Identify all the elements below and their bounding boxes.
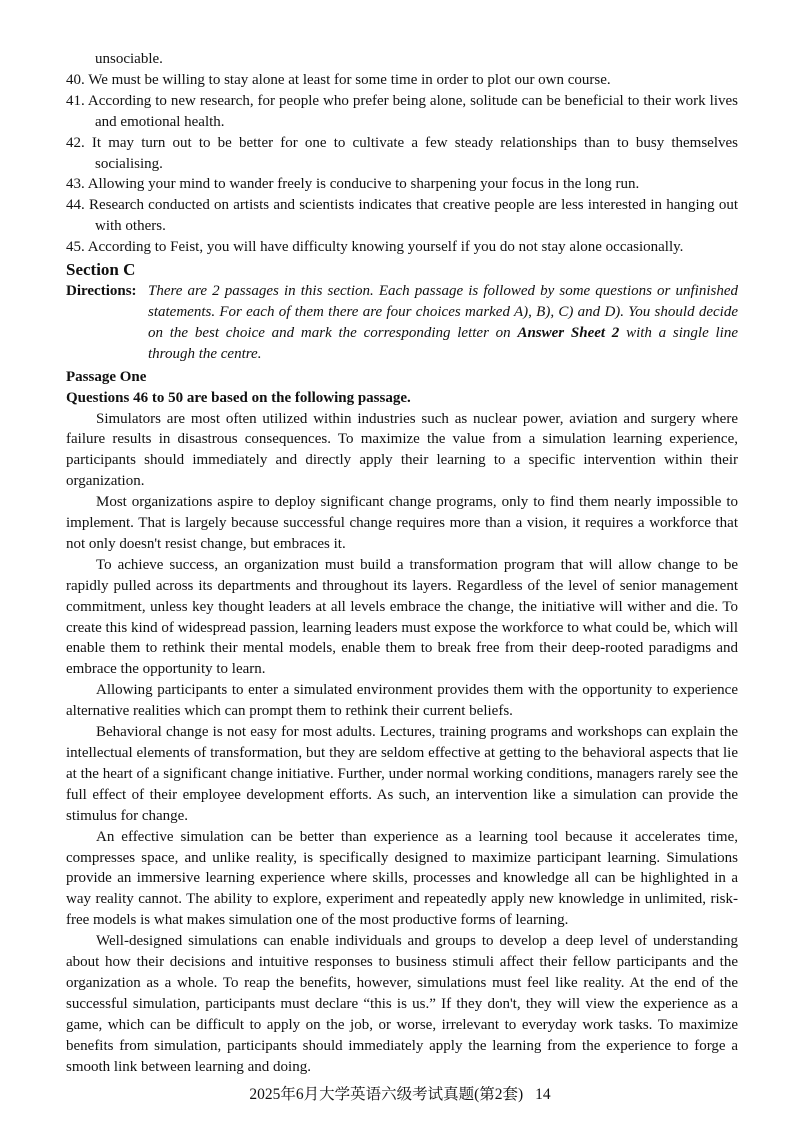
statement-number: 45. <box>66 239 85 256</box>
passage-paragraph: Simulators are most often utilized within industries such as nuclear power, aviation and surgery where failure results in disastrous consequences. To maximize the value from a simulation learning experience, participants should immediately and directly apply their learning to a specific intervention within their organization. <box>66 410 738 490</box>
statement-text: According to new research, for people who prefer being alone, solitude can be beneficial to their work lives and emotional health. <box>87 92 738 130</box>
passage-paragraph: To achieve success, an organization must build a transformation program that will allow change to be rapidly pulled across its departments and throughout its layers. Regardless of the level of senior management commitment, unless key thought leaders at all levels embrace the change, the initiative will wither and die. To create this kind of widespread passion, learning leaders must expose the workforce to what could be, which will enable them to rethink their mental models, enable them to break free from their deep-rooted paradigms and embrace the opportunity to learn. <box>66 556 738 678</box>
statement-45 <box>66 237 738 258</box>
continued-statement: unsociable. <box>95 51 163 67</box>
answer-sheet-label: Answer Sheet 2 <box>517 324 620 341</box>
statement-list <box>66 70 738 258</box>
passage-paragraph: Most organizations aspire to deploy significant change programs, only to find them nearly impossible to implement. That is largely because successful change requires more than a vision, it requires a workforce that not only doesn't resist change, but embraces it. <box>66 494 738 552</box>
page-number: 14 <box>535 1086 551 1103</box>
statement-43 <box>66 174 738 195</box>
statement-number: 40. <box>66 71 85 88</box>
section-title: Section C <box>66 260 136 280</box>
statement-40 <box>66 70 738 91</box>
footer-title: 2025年6月大学英语六级考试真题(第2套) <box>249 1086 524 1103</box>
statement-text: According to Feist, you will have difficulty knowing yourself if you do not stay alone occasionally. <box>87 239 684 256</box>
statement-text: It may turn out to be better for one to cultivate a few steady relationships than to busy themselves socialising. <box>91 134 738 172</box>
statement-42 <box>66 133 738 175</box>
directions-text-part-1: There are 2 passages in this section. Each passage is followed by some questions or unfinished statements. For each of them there are four choices marked A), B), C) and D). You should decide on the best choice and mark the corresponding letter on <box>148 283 738 341</box>
exam-page <box>66 49 738 1078</box>
statement-41 <box>66 91 738 133</box>
statement-text: Allowing your mind to wander freely is conducive to sharpening your focus in the long run. <box>87 176 640 193</box>
statement-text: Research conducted on artists and scientists indicates that creative people are less interested in hanging out with others. <box>88 197 739 235</box>
passage-paragraph: An effective simulation can be better than experience as a learning tool because it accelerates time, compresses space, and unlike reality, is specifically designed to maximize participant learning. Simulations provide an immersive learning experience where skills, processes and knowledge all can be highlighted in a way reality cannot. The ability to explore, experiment and repeatedly apply new knowledge in unlimited, risk-free models is what makes simulation one of the most productive forms of learning. <box>66 828 738 929</box>
directions <box>66 281 738 365</box>
passage-label: Passage One <box>66 368 147 385</box>
statement-number: 43. <box>66 176 85 193</box>
statement-number: 44. <box>66 197 85 214</box>
directions-text <box>148 281 738 365</box>
directions-text-part-2: with a single line through the centre. <box>148 324 738 362</box>
questions-label: Questions 46 to 50 are based on the following passage. <box>66 389 411 406</box>
statement-number: 41. <box>66 92 85 109</box>
directions-label: Directions: <box>66 283 137 300</box>
passage-paragraph: Well-designed simulations can enable individuals and groups to develop a deep level of understanding about how their decisions and intuitive responses to business stimuli affect their fellow participants and the organization as a whole. To reap the benefits, however, simulations must feel like reality. At the end of the successful simulation, participants must declare “this is us.” If they don't, they will view the experience as a game, which can be difficult to apply on the job, or worse, irrelevant to everyday work tasks. To maximize benefits from simulation, participants should immediately apply the learning from the experience to forge a smooth link between learning and doing. <box>66 933 738 1075</box>
passage-body <box>66 409 738 1078</box>
statement-number: 42. <box>66 134 85 151</box>
statement-44 <box>66 195 738 237</box>
statement-text: We must be willing to stay alone at least for some time in order to plot our own course. <box>88 71 611 88</box>
passage-paragraph: Behavioral change is not easy for most adults. Lectures, training programs and workshops can explain the intellectual elements of transformation, but they are seldom effective at getting to the behavioral aspects that lie at the heart of a significant change initiative. Further, under normal working conditions, managers rarely see the full effect of their employee development efforts. As such, an intervention like a simulation can provide the stimulus for change. <box>66 724 738 824</box>
page-footer <box>0 1085 800 1106</box>
passage-paragraph: Allowing participants to enter a simulated environment provides them with the opportunity to experience alternative realities which can prompt them to rethink their current beliefs. <box>66 682 738 720</box>
